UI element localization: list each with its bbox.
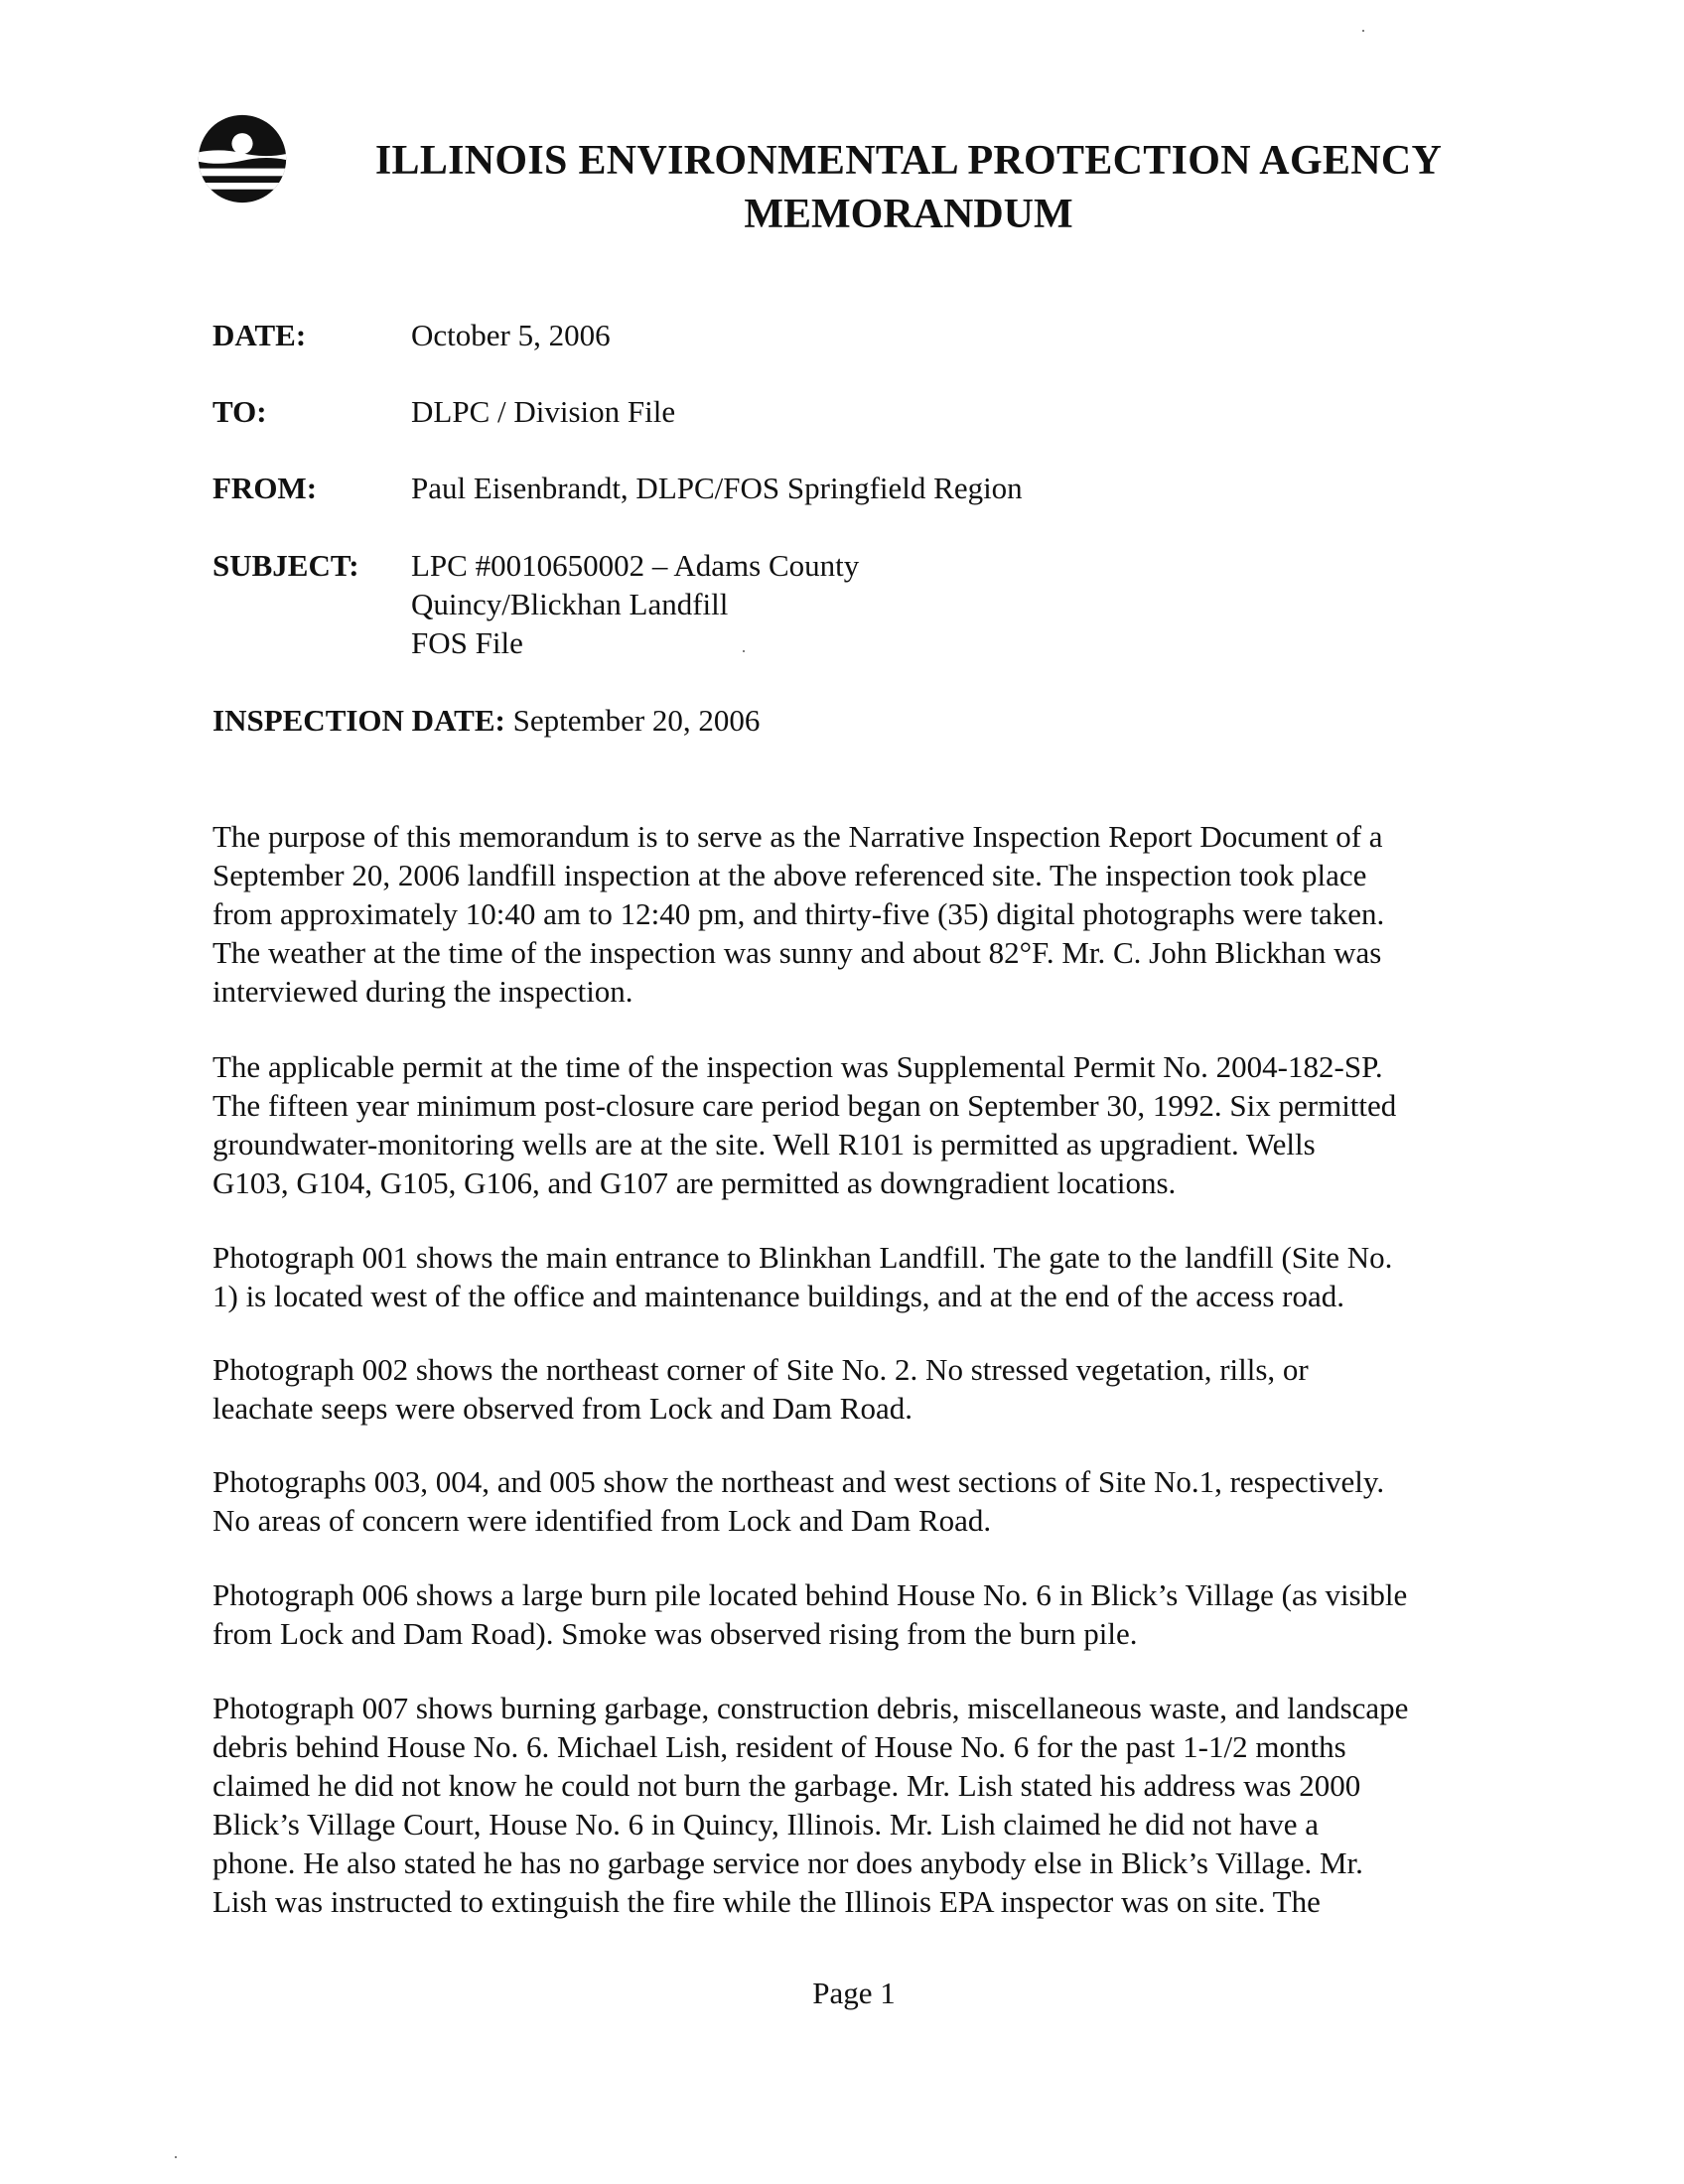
paragraph-line: September 20, 2006 landfill inspection at the above referenced site. The inspection took place	[212, 858, 1367, 892]
paragraph-line: leachate seeps were observed from Lock and Dam Road.	[212, 1391, 912, 1426]
date-label: DATE:	[212, 318, 307, 352]
paragraph-line: phone. He also stated he has no garbage service nor does anybody else in Blick’s Village. Mr.	[212, 1845, 1363, 1880]
page-number: Page 1	[812, 1976, 896, 2010]
subject-line: LPC #0010650002 – Adams County	[411, 548, 860, 583]
paragraph-line: groundwater-monitoring wells are at the site. Well R101 is permitted as upgradient. Wells	[212, 1127, 1316, 1161]
paragraph-line: 1) is located west of the office and maintenance buildings, and at the end of the access road.	[212, 1279, 1344, 1313]
paragraph-line: claimed he did not know he could not burn the garbage. Mr. Lish stated his address was 2000	[212, 1768, 1361, 1803]
scan-speck	[743, 650, 745, 652]
paragraph-line: Photograph 002 shows the northeast corner of Site No. 2. No stressed vegetation, rills, or	[212, 1352, 1309, 1387]
paragraph-line: Photograph 007 shows burning garbage, construction debris, miscellaneous waste, and landscape	[212, 1691, 1409, 1725]
from-value: Paul Eisenbrandt, DLPC/FOS Springfield Region	[411, 471, 1023, 505]
illinois-epa-logo-icon	[195, 111, 290, 206]
to-value: DLPC / Division File	[411, 394, 676, 429]
agency-title: ILLINOIS ENVIRONMENTAL PROTECTION AGENCY	[374, 138, 1443, 184]
to-label: TO:	[212, 394, 267, 429]
paragraph-line: Photographs 003, 004, and 005 show the northeast and west sections of Site No.1, respectively.	[212, 1464, 1385, 1499]
paragraph-photo-001	[212, 1238, 1503, 1315]
paragraph-line: interviewed during the inspection.	[212, 974, 633, 1009]
paragraph-line: Photograph 001 shows the main entrance to Blinkhan Landfill. The gate to the landfill (Site No.	[212, 1240, 1393, 1275]
paragraph-line: G103, G104, G105, G106, and G107 are permitted as downgradient locations.	[212, 1165, 1177, 1200]
subject-line: FOS File	[411, 625, 523, 660]
paragraph-line: Lish was instructed to extinguish the fire while the Illinois EPA inspector was on site. The	[212, 1884, 1321, 1919]
paragraph-photo-002	[212, 1350, 1503, 1428]
paragraph-line: Blick’s Village Court, House No. 6 in Quincy, Illinois. Mr. Lish claimed he did not have a	[212, 1807, 1319, 1842]
inspection-date-label: INSPECTION DATE:	[212, 703, 505, 738]
inspection-date-row	[212, 701, 760, 741]
paragraph-photos-003-005	[212, 1462, 1503, 1540]
paragraph-line: from Lock and Dam Road). Smoke was observed rising from the burn pile.	[212, 1616, 1138, 1651]
paragraph-photo-006	[212, 1575, 1503, 1653]
paragraph-line: from approximately 10:40 am to 12:40 pm, and thirty-five (35) digital photographs were taken.	[212, 896, 1385, 931]
subject-label: SUBJECT:	[212, 548, 359, 583]
paragraph-purpose	[212, 817, 1503, 1011]
paragraph-permit	[212, 1047, 1503, 1202]
date-value: October 5, 2006	[411, 318, 611, 352]
paragraph-line: The weather at the time of the inspection was sunny and about 82°F. Mr. C. John Blickhan was	[212, 935, 1382, 970]
paragraph-line: Photograph 006 shows a large burn pile located behind House No. 6 in Blick’s Village (as visible	[212, 1577, 1408, 1612]
paragraph-line: The purpose of this memorandum is to serve as the Narrative Inspection Report Document of a	[212, 819, 1383, 854]
document-type-title: MEMORANDUM	[744, 192, 1073, 237]
paragraph-line: The fifteen year minimum post-closure care period began on September 30, 1992. Six permitted	[212, 1088, 1397, 1123]
scan-speck	[175, 2156, 177, 2158]
paragraph-line: The applicable permit at the time of the inspection was Supplemental Permit No. 2004-182-SP.	[212, 1049, 1383, 1084]
paragraph-line: No areas of concern were identified from Lock and Dam Road.	[212, 1503, 992, 1538]
from-label: FROM:	[212, 471, 318, 505]
paragraph-line: debris behind House No. 6. Michael Lish, resident of House No. 6 for the past 1-1/2 months	[212, 1729, 1346, 1764]
paragraph-photo-007	[212, 1689, 1503, 1921]
subject-line: Quincy/Blickhan Landfill	[411, 587, 729, 621]
inspection-date-value: September 20, 2006	[512, 703, 761, 738]
scan-speck	[1362, 30, 1364, 32]
